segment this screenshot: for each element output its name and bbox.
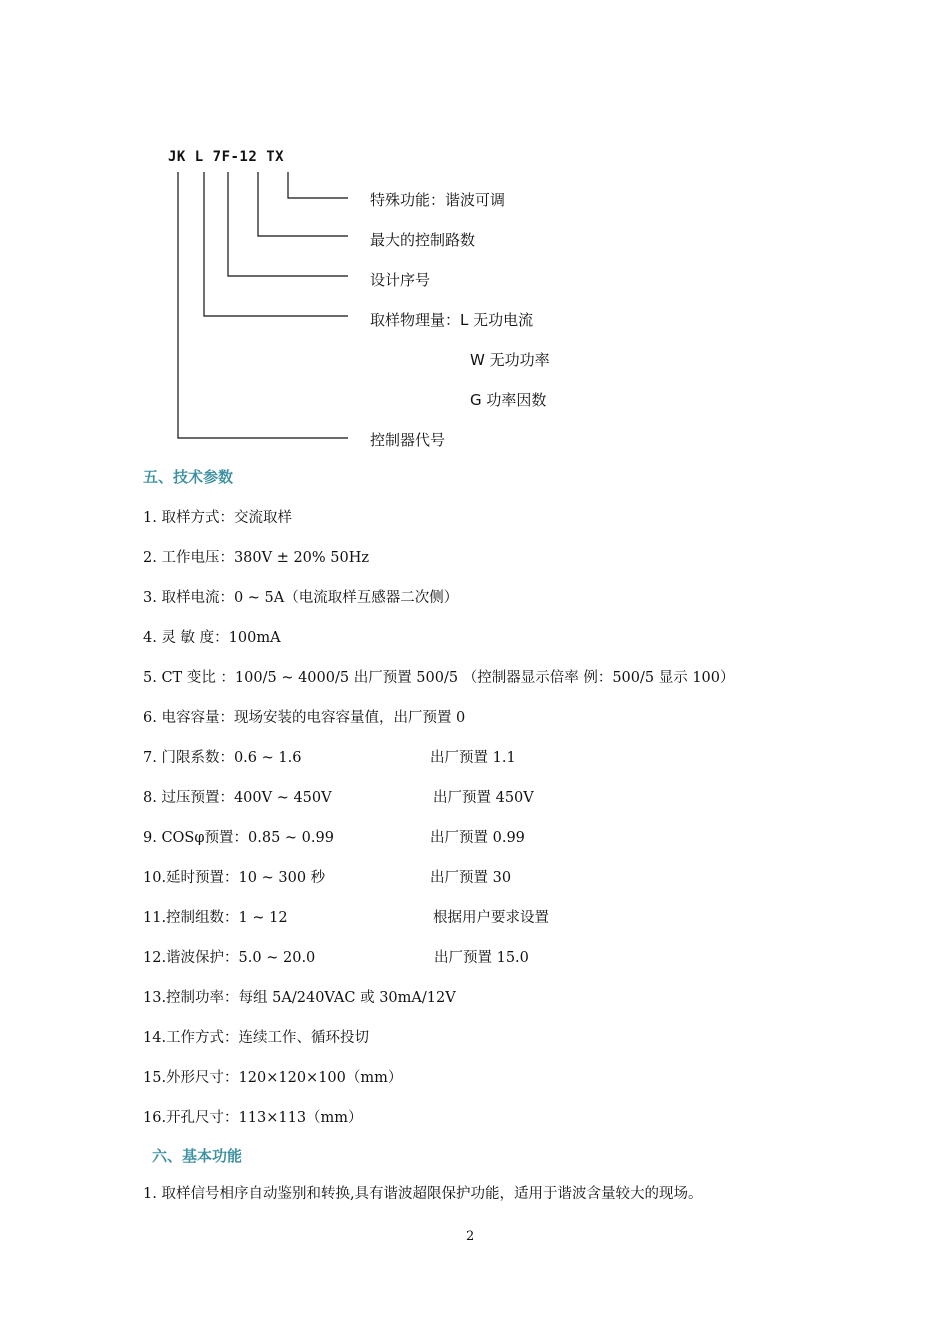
spec-item: 4. 灵 敏 度：100mA (143, 630, 281, 646)
spec-item: 5. CT 变比 ：100/5 ~ 4000/5 出厂预置 500/5 （控制器显示倍率 例：500/5 显示 100） (143, 670, 735, 686)
spec-item: 9. COSφ预置：0.85 ~ 0.99 (143, 830, 334, 846)
legend-reactive-power: W 无功功率 (470, 351, 550, 369)
function-item: 1. 取样信号相序自动鉴别和转换,具有谐波超限保护功能，适用于谐波含量较大的现场。 (143, 1186, 703, 1202)
spec-item: 16.开孔尺寸：113×113（mm） (143, 1110, 363, 1126)
legend-design-number: 设计序号 (370, 271, 431, 289)
model-code: JK L 7F-12 TX (168, 149, 285, 165)
spec-item: 15.外形尺寸：120×120×100（mm） (143, 1070, 403, 1086)
legend-special-function: 特殊功能：谐波可调 (370, 191, 506, 209)
factory-preset: 出厂预置 15.0 (434, 950, 529, 966)
legend-sampling-quantity: 取样物理量：L 无功电流 (370, 311, 534, 329)
legend-max-control-channels: 最大的控制路数 (370, 231, 476, 249)
factory-preset: 出厂预置 450V (433, 790, 534, 806)
leader-line-l (204, 172, 348, 316)
spec-item: 3. 取样电流：0 ~ 5A（电流取样互感器二次侧） (143, 590, 459, 606)
factory-preset: 出厂预置 30 (430, 870, 512, 886)
spec-item: 2. 工作电压：380V ± 20% 50Hz (143, 550, 370, 566)
legend-power-factor: G 功率因数 (470, 391, 547, 409)
spec-item: 14.工作方式：连续工作、循环投切 (143, 1030, 370, 1046)
factory-preset: 出厂预置 0.99 (430, 830, 525, 846)
factory-preset: 出厂预置 1.1 (430, 750, 516, 766)
section-title-tech-params: 五、技术参数 (143, 468, 234, 486)
leader-line-tx (288, 172, 348, 198)
spec-item: 12.谐波保护：5.0 ~ 20.0 (143, 950, 316, 966)
spec-item: 6. 电容容量：现场安装的电容容量值，出厂预置 0 (143, 710, 466, 726)
spec-item: 13.控制功率：每组 5A/240VAC 或 30mA/12V (143, 990, 456, 1006)
leader-line-12 (258, 172, 348, 236)
spec-item: 8. 过压预置：400V ~ 450V (143, 790, 332, 806)
spec-item: 1. 取样方式：交流取样 (143, 510, 292, 526)
section-title-basic-functions: 六、基本功能 (152, 1147, 243, 1165)
spec-item: 11.控制组数：1 ~ 12 (143, 910, 288, 926)
page-number: 2 (466, 1229, 475, 1244)
factory-preset: 根据用户要求设置 (433, 910, 549, 926)
spec-item: 10.延时预置：10 ~ 300 秒 (143, 870, 326, 886)
legend-controller-code: 控制器代号 (370, 431, 446, 449)
spec-item: 7. 门限系数：0.6 ~ 1.6 (143, 750, 302, 766)
